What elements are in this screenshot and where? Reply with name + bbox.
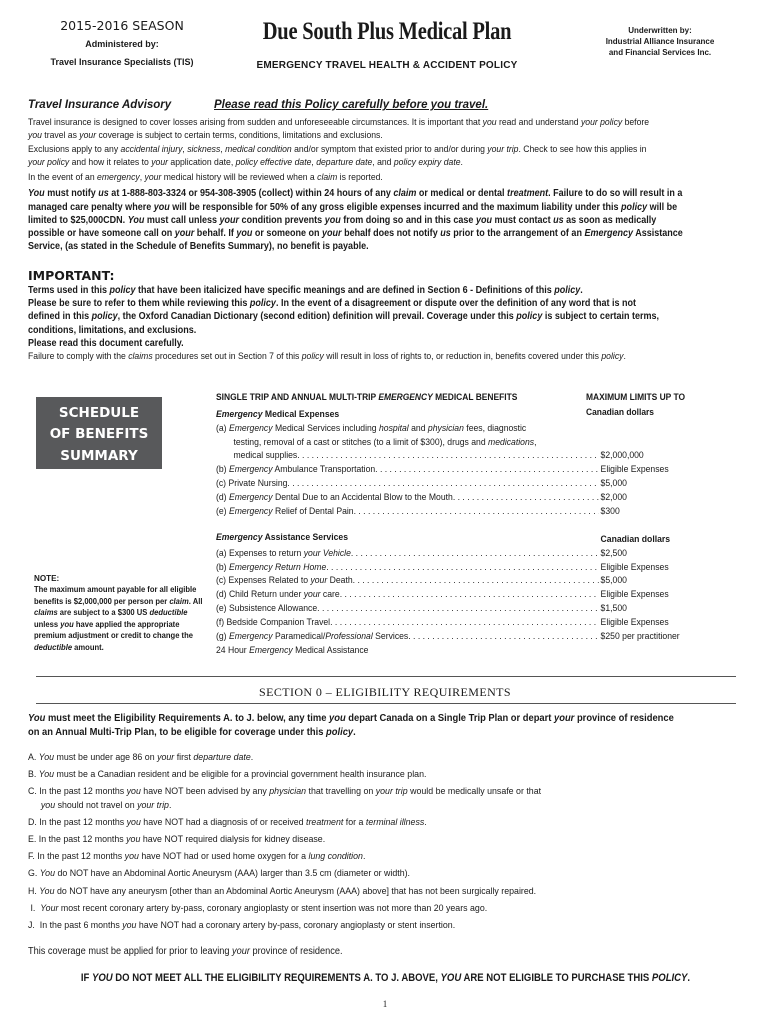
administered-by-label: Administered by: <box>85 39 159 50</box>
medical-benefits-list <box>216 407 746 518</box>
eligibility-item-e: E. In the past 12 months you have NOT required dialysis for kidney disease. <box>28 834 326 846</box>
benefit-label: (f) Bedside Companion Travel <box>216 615 331 627</box>
benefit-row: medical supplies . . . $2,000,000 <box>216 448 746 462</box>
benefit-row: (b) Emergency Return Home . . . Eligible Expenses <box>216 560 746 574</box>
schedule-note <box>34 573 204 653</box>
benefit-row: (d) Child Return under your care . . . Eligible Expenses <box>216 587 746 601</box>
benefit-amount: $5,000 <box>600 574 627 586</box>
benefit-amount: Eligible Expenses <box>600 560 669 572</box>
benefit-row: (e) Emergency Relief of Dental Pain . . . $300 <box>216 504 746 518</box>
benefit-amount: $2,500 <box>600 546 627 558</box>
coverage-note: This coverage must be applied for prior to leaving your province of residence. <box>28 946 343 957</box>
season: 2015-2016 SEASON <box>60 18 184 33</box>
benefit-amount: $5,000 <box>600 477 627 489</box>
important-para-1: Terms used in this policy that have been italicized have specific meanings and are defined in Section 6 - Definitions of this policy. Please be sure to refer to them while reviewing this policy. In the event of a disagreement or dispute over the definition of any word that is not defined in this policy, the Oxford Canadian Dictionary (second edition) definition will prevail. Coverage under this policy is subject to certain terms, conditions, limitations, and exclusions. Please read this document carefully. <box>28 285 660 349</box>
plan-title: Due South Plus Medical Plan <box>262 18 512 45</box>
benefit-row: (d) Emergency Dental Due to an Accidental Blow to the Mouth . . . $2,000 <box>216 490 746 504</box>
important-para-2: Failure to comply with the claims procedures set out in Section 7 of this policy will result in loss of rights to, or reduction in, benefits covered under this policy. <box>28 350 626 362</box>
benefit-row: (a) Emergency Medical Services including hospital and physician fees, diagnostic <box>216 421 527 433</box>
advisory-para-4: You must notify us at 1-888-803-3324 or 954-308-3905 (collect) within 24 hours of any claim or medical or dental treatment. Failure to do so will result in a managed care penalty where you will be responsible for 50% of any gross eligible expenses incurred and the maximum liability under this policy will be limited to $25,000CDN. You must call unless your condition prevents you from doing so and in this case you must contact us as soon as medically possible or have someone call on your behalf. If you or someone on your behalf does not notify us prior to the arrangement of an Emergency Assistance Service, (as stated in the Schedule of Benefits Summary), no benefit is payable. <box>28 188 683 253</box>
note-text: The maximum amount payable for all eligible benefits is $2,000,000 per person per claim. All claims are subject to a $300 US deductible unless you have applied the appropriate premium adjustment or credit to change the deductible amount. <box>34 585 203 652</box>
section-0-title: SECTION 0 – ELIGIBILITY REQUIREMENTS <box>259 685 511 699</box>
benefit-row: 24 Hour Emergency Medical Assistance <box>216 643 369 655</box>
benefit-amount: $2,000 <box>600 490 627 502</box>
benefit-label: (c) Private Nursing <box>216 477 288 489</box>
benefit-row: (a) Expenses to return your Vehicle . . . $2,500 <box>216 546 746 560</box>
currency-label-assistance: Canadian dollars <box>600 533 671 544</box>
important-heading: IMPORTANT: <box>28 268 115 283</box>
eligibility-items <box>28 749 742 934</box>
schedule-box-line-2: OF BENEFITS <box>49 426 149 443</box>
policy-subtitle: EMERGENCY TRAVEL HEALTH & ACCIDENT POLICY <box>256 59 518 71</box>
eligibility-item-c-cont: you should not travel on your trip. <box>40 800 172 812</box>
eligibility-item-b: B. You must be a Canadian resident and be eligible for a provincial government health insurance plan. <box>28 769 427 781</box>
header-right <box>585 26 735 58</box>
eligibility-item-a: A. You must be under age 86 on your first departure date. <box>28 752 254 763</box>
max-limits-label: MAXIMUM LIMITS UP TO <box>586 391 686 402</box>
section-divider-top <box>36 676 736 677</box>
benefit-amount: Eligible Expenses <box>600 588 669 600</box>
note-heading: NOTE: <box>34 574 60 583</box>
assistance-benefits-list <box>216 530 746 656</box>
benefit-row: (b) Emergency Ambulance Transportation . . . Eligible Expenses <box>216 462 746 476</box>
advisory-para-1: Travel insurance is designed to cover losses arising from sudden and unforeseeable circumstances. It is important that you read and understand your policy before you travel as your coverage is subject to certain terms, conditions, limitations and exclusions. <box>28 116 650 140</box>
eligibility-item-g: G. You do NOT have an Abdominal Aortic Aneurysm (AAA) larger than 3.5 cm (diameter or width). <box>28 868 411 880</box>
benefit-amount: Eligible Expenses <box>600 463 669 475</box>
eligibility-item-i: I. Your most recent coronary artery by-pass, coronary angioplasty or stent insertion was not more than 20 years ago. <box>28 902 488 914</box>
benefit-row <box>216 615 746 629</box>
read-policy-notice: Please read this Policy carefully before you travel. <box>214 99 489 111</box>
schedule-box-line-3: SUMMARY <box>60 447 138 464</box>
benefit-amount: $250 per practitioner <box>600 629 680 641</box>
benefits-heading: SINGLE TRIP AND ANNUAL MULTI-TRIP EMERGENCY MEDICAL BENEFITS <box>216 391 518 402</box>
advisory-para-2: Exclusions apply to any accidental injury, sickness, medical condition and/or symptom that existed prior to and/or during your trip. Check to see how this applies in your policy and how it relates to your application date, policy effective date, departure date, and policy expiry date. <box>28 143 647 168</box>
benefit-row: (g) Emergency Paramedical/Professional Services . . . $250 per practitioner <box>216 629 746 643</box>
underwriter-line-1: Industrial Alliance Insurance <box>605 36 715 46</box>
benefit-row: testing, removal of a cast or stitches (to a limit of $300), drugs and medications, <box>233 435 537 447</box>
eligibility-list <box>28 749 742 934</box>
final-notice: IF YOU DO NOT MEET ALL THE ELIGIBILITY REQUIREMENTS A. TO J. ABOVE, YOU ARE NOT ELIGIBLE TO PURCHASE THIS POLICY. <box>80 972 690 984</box>
page-number: 1 <box>382 999 388 1009</box>
schedule-box-line-1: SCHEDULE <box>58 405 140 421</box>
benefit-amount: $2,000,000 <box>600 449 644 461</box>
medical-heading: Emergency Medical Expenses <box>216 408 340 419</box>
benefit-amount: $1,500 <box>600 602 627 614</box>
advisory-label: Travel Insurance Advisory <box>28 99 172 111</box>
header-left <box>22 18 222 69</box>
benefit-row: (c) Expenses Related to your Death . . . $5,000 <box>216 573 746 587</box>
section-divider-bottom <box>36 703 736 704</box>
eligibility-intro <box>28 712 742 740</box>
benefit-row: (e) Subsistence Allowance . . . $1,500 <box>216 601 746 615</box>
header-center <box>222 16 552 72</box>
eligibility-item-f: F. In the past 12 months you have NOT had or used home oxygen for a lung condition. <box>28 851 366 863</box>
eligibility-intro-text: You must meet the Eligibility Requirements A. to J. below, any time you depart Canada on a Single Trip Plan or depart your province of residence on an Annual Multi-Trip Plan, to be eligible for coverage under this policy. <box>28 713 674 739</box>
underwriter-line-2: and Financial Services Inc. <box>608 47 712 57</box>
benefit-row <box>216 476 746 490</box>
benefit-amount: Eligible Expenses <box>600 615 669 627</box>
eligibility-item-c: C. In the past 12 months you have NOT been advised by any physician that travelling on your trip would be medically unsafe or that <box>28 786 542 798</box>
medical-items <box>216 421 746 518</box>
assistance-items <box>216 530 746 656</box>
advisory-para-3: In the event of an emergency, your medical history will be reviewed when a claim is reported. <box>28 170 383 182</box>
currency-label-medical: Canadian dollars <box>586 406 654 418</box>
administrator-name: Travel Insurance Specialists (TIS) <box>50 56 194 67</box>
eligibility-item-h: H. You do NOT have any aneurysm [other than an Abdominal Aortic Aneurysm (AAA) above] that has not been surgically repaired. <box>28 885 537 897</box>
important-paragraphs <box>28 284 742 363</box>
assistance-heading-row: Emergency Assistance Services Canadian dollars <box>216 530 746 546</box>
advisory-paragraphs <box>28 116 742 254</box>
eligibility-item-d: D. In the past 12 months you have NOT had a diagnosis of or received treatment for a terminal illness. <box>28 817 427 829</box>
underwritten-label: Underwritten by: <box>628 26 692 35</box>
schedule-of-benefits-box <box>36 397 162 469</box>
advisory-row <box>28 98 748 113</box>
eligibility-item-j: J. In the past 6 months you have NOT had a coronary artery by-pass, coronary angioplasty or stent insertion. <box>28 919 456 931</box>
benefit-amount: $300 <box>600 504 620 516</box>
